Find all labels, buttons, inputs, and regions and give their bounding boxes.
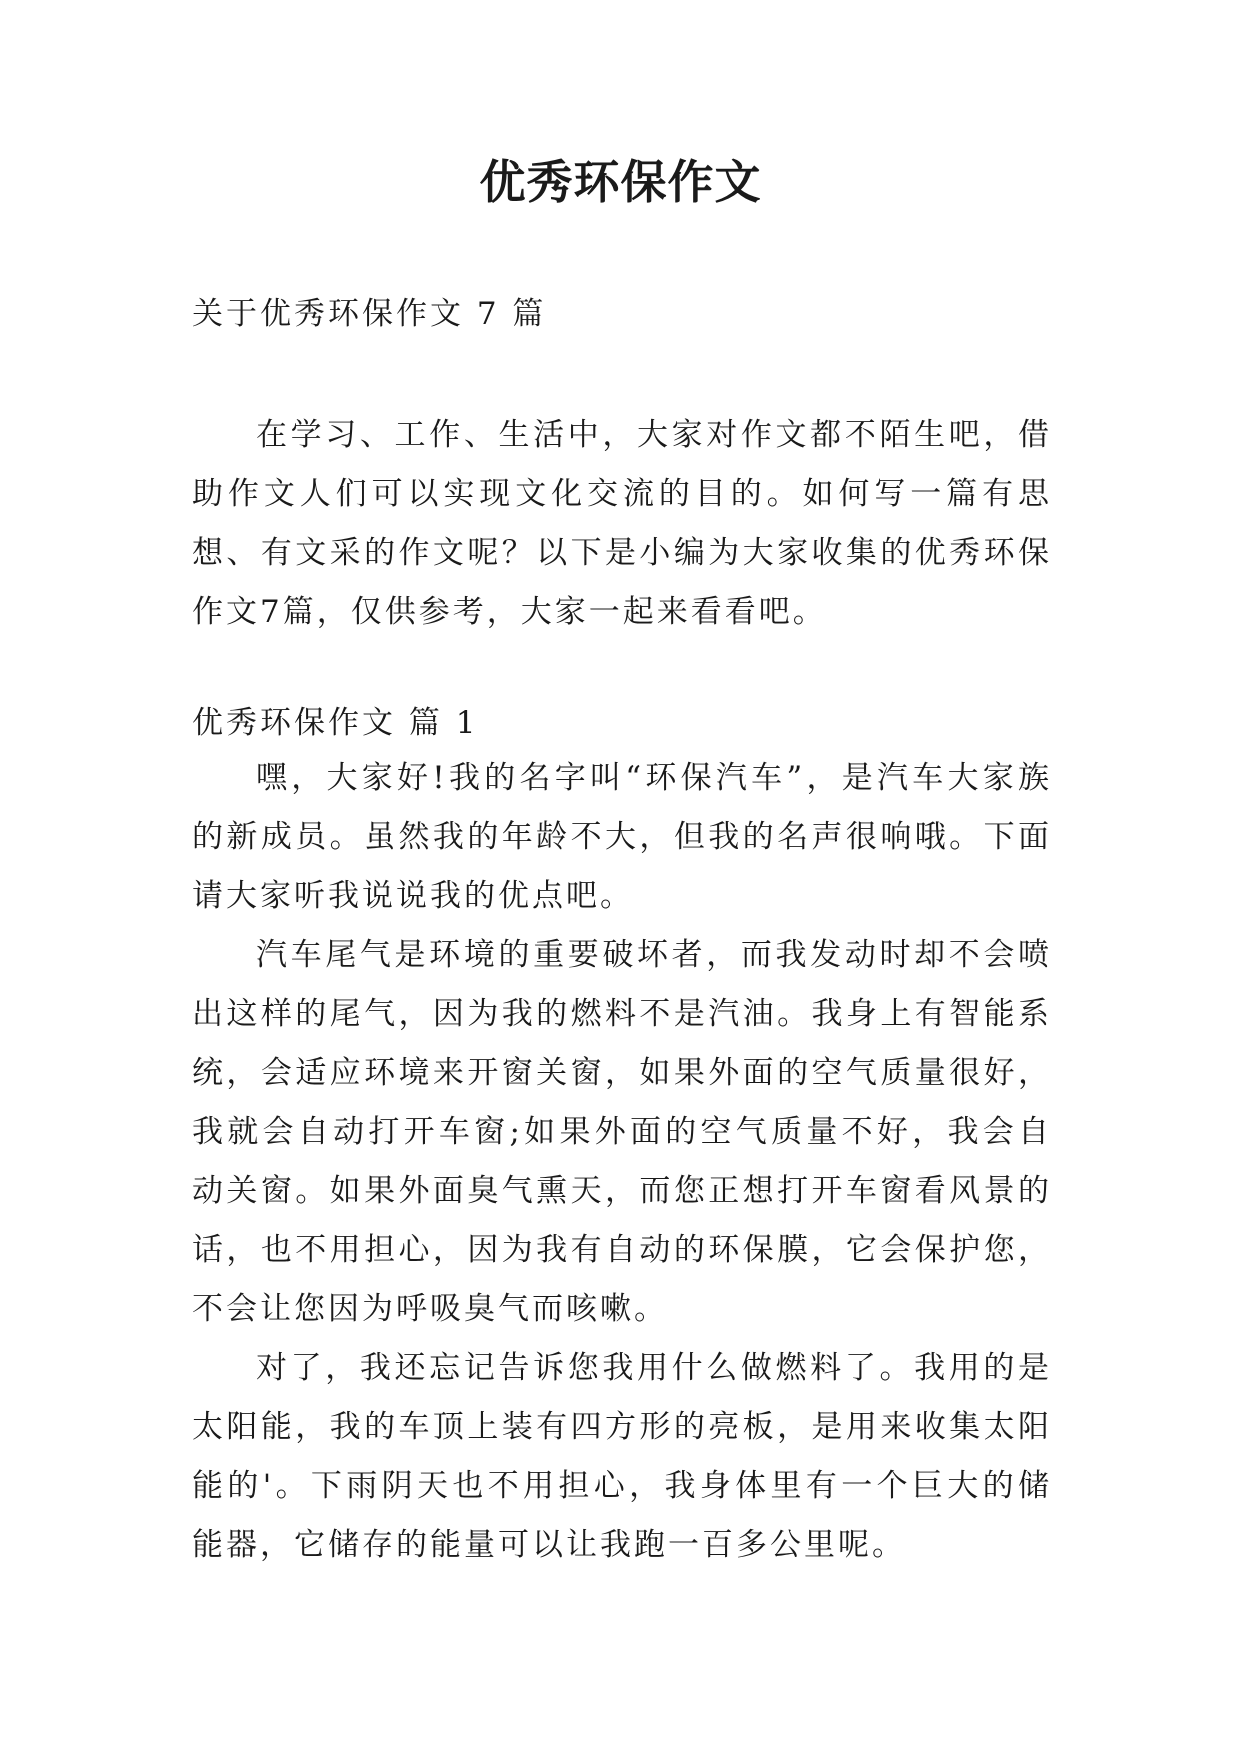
body-paragraph: 汽车尾气是环境的重要破坏者，而我发动时却不会喷出这样的尾气，因为我的燃料不是汽油。我身上有智能系统，会适应环境来开窗关窗，如果外面的空气质量很好，我就会自动打开车窗;如果外面的空气质量不好，我会自动关窗。如果外面臭气熏天，而您正想打开车窗看风景的话，也不用担心，因为我有自动的环保膜，它会保护您，不会让您因为呼吸臭气而咳嗽。 [192,937,1052,1327]
intro-paragraph: 在学习、工作、生活中，大家对作文都不陌生吧，借助作文人们可以实现文化交流的目的。如何写一篇有思想、有文采的作文呢？以下是小编为大家收集的优秀环保作文7篇，仅供参考，大家一起来看看吧。 [192,417,1052,630]
body-paragraph: 嘿，大家好!我的名字叫“环保汽车”，是汽车大家族的新成员。虽然我的年龄不大，但我的名声很响哦。下面请大家听我说说我的优点吧。 [192,760,1052,914]
section-heading: 优秀环保作文 篇 1 [192,705,479,741]
document-title: 优秀环保作文 [479,155,762,209]
body-paragraph: 对了，我还忘记告诉您我用什么做燃料了。我用的是太阳能，我的车顶上装有四方形的亮板，是用来收集太阳能的'。下雨阴天也不用担心，我身体里有一个巨大的储能器，它储存的能量可以让我跑一百多公里呢。 [192,1350,1052,1563]
section-body [192,749,1052,1575]
document-subtitle: 关于优秀环保作文 7 篇 [192,296,547,332]
